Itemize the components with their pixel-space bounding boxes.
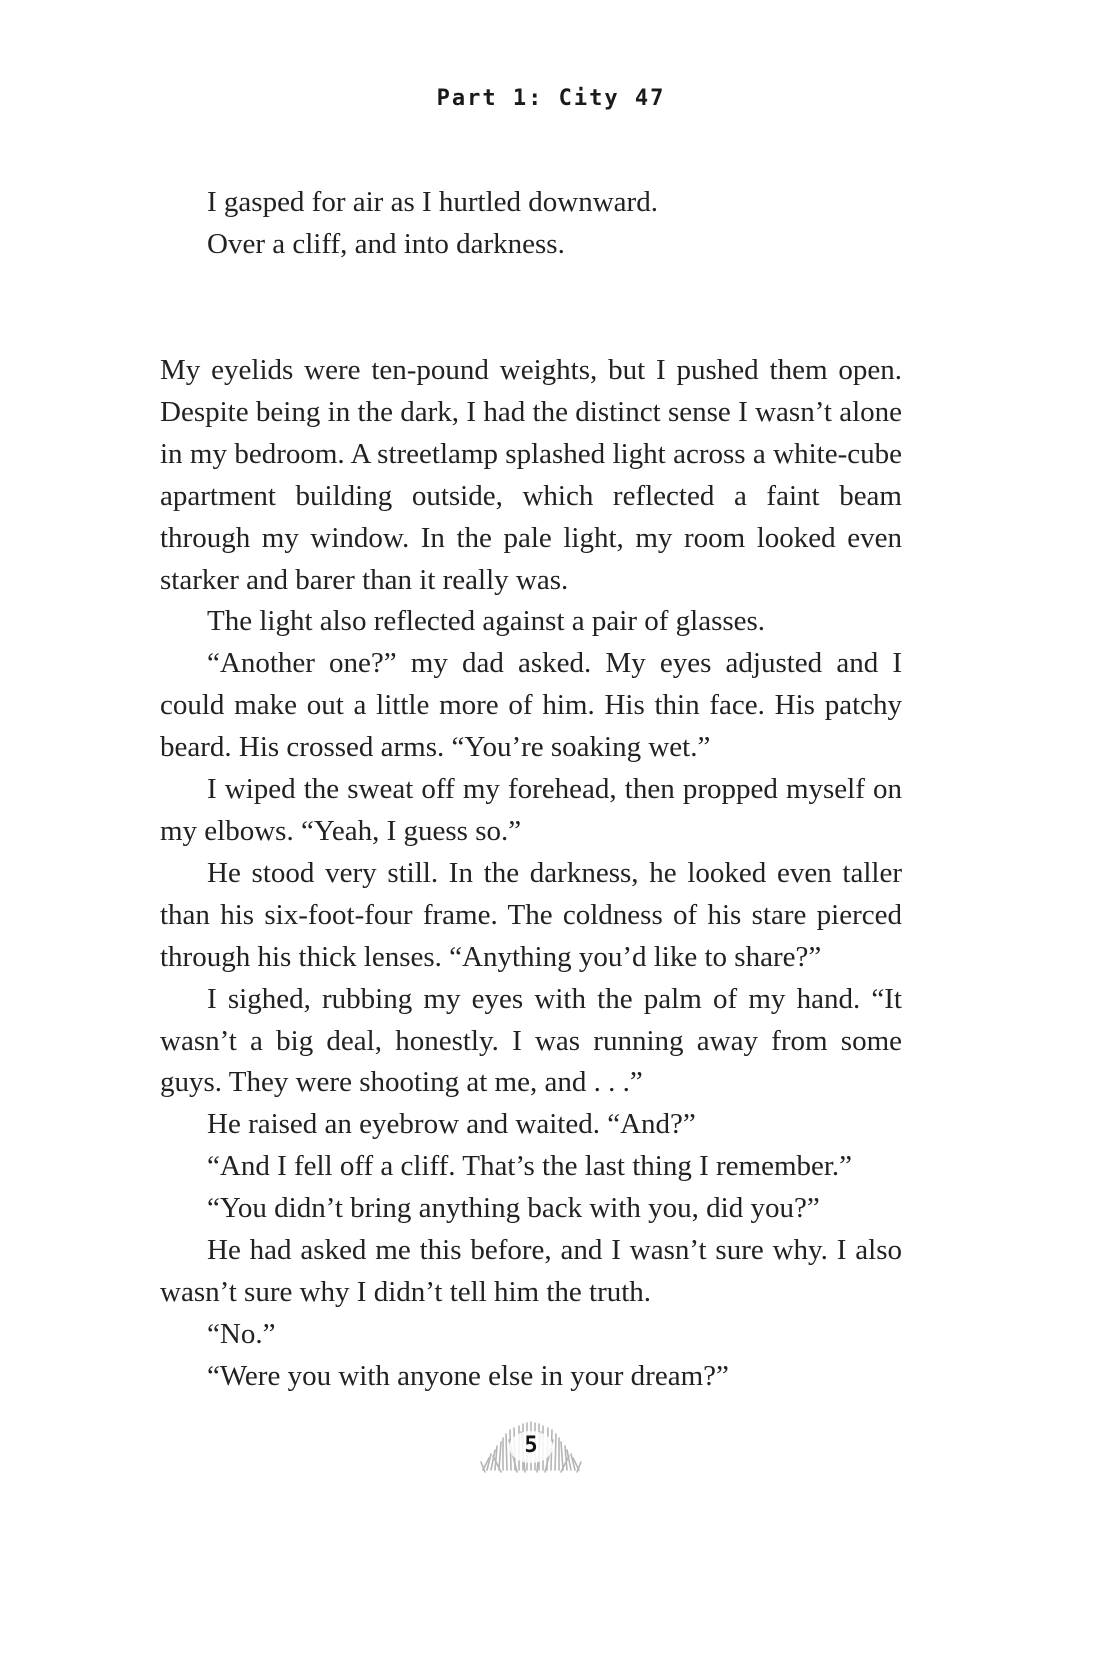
paragraph: “And I fell off a cliff. That’s the last thing I remember.” [207,1150,853,1183]
paragraph: He stood very still. In the darkness, he looked even taller than his six-foot-four frame. The coldness of his stare pierced through his thick lenses. “Anything you’d like to share?” [160,856,902,973]
paragraph: I sighed, rubbing my eyes with the palm of my hand. “It wasn’t a big deal, honestly. I was running away from some guys. They were shooting at me, and . . .” [160,982,902,1099]
paragraph: I wiped the sweat off my forehead, then propped myself on my elbows. “Yeah, I guess so.” [160,773,902,847]
opening-line: I gasped for air as I hurtled downward. [207,186,658,218]
page-number: 5 [524,1433,538,1458]
paragraph: “Another one?” my dad asked. My eyes adjusted and I could make out a little more of him. His thin face. His patchy beard. His crossed arms. “You’re soaking wet.” [160,647,902,764]
opening-line: Over a cliff, and into darkness. [207,227,565,260]
paragraph: “Were you with anyone else in your dream?” [207,1359,729,1392]
folio [479,1420,583,1474]
paragraph: “No.” [207,1317,276,1350]
running-head: Part 1: City 47 [436,86,666,111]
main-section [160,350,902,1398]
paragraph: “You didn’t bring anything back with you, did you?” [207,1192,820,1225]
opening-section [160,182,902,266]
paragraph: He had asked me this before, and I wasn’t sure why. I also wasn’t sure why I didn’t tell him the truth. [160,1234,902,1308]
paragraph: He raised an eyebrow and waited. “And?” [207,1108,696,1141]
paragraph: The light also reflected against a pair of glasses. [207,605,766,638]
paragraph: My eyelids were ten-pound weights, but I pushed them open. Despite being in the dark, I had the distinct sense I wasn’t alone in my bedroom. A streetlamp splashed light across a white-cube apartment building outside, which reflected a faint beam through my window. In the pale light, my room looked even starker and barer than it really was. [160,354,902,596]
